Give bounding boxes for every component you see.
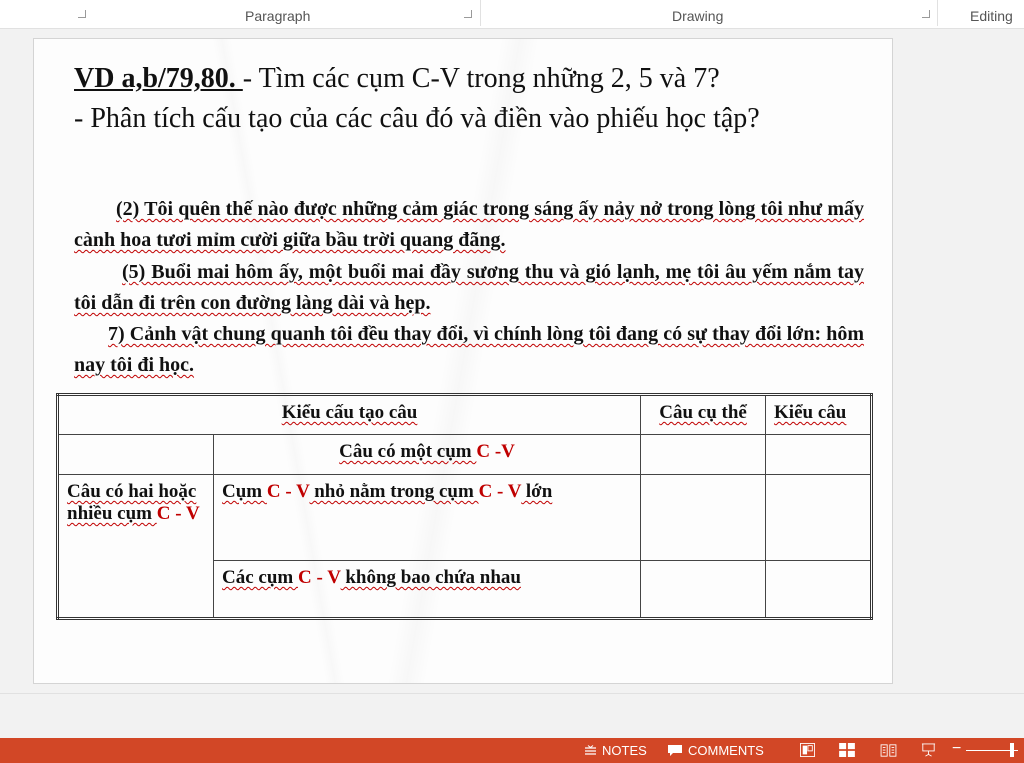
- reading-view-icon[interactable]: [879, 743, 898, 757]
- ribbon-separator: [937, 0, 938, 26]
- row3-pre: Các cụm: [222, 567, 298, 588]
- comments-button[interactable]: [667, 743, 764, 758]
- slideshow-icon[interactable]: [920, 743, 937, 757]
- paragraph-dialog-launcher-icon[interactable]: [464, 10, 472, 18]
- ribbon-separator: [480, 0, 481, 26]
- table-header-cell[interactable]: [641, 395, 766, 435]
- row1-label: Câu có một cụm: [339, 441, 477, 462]
- notes-area-gap: [0, 693, 1024, 739]
- table-cell[interactable]: [766, 561, 872, 619]
- row3-post: không bao chứa nhau: [340, 567, 521, 588]
- zoom-slider-thumb[interactable]: [1010, 743, 1014, 757]
- row2-mid: nhỏ nằm trong cụm: [309, 481, 479, 502]
- row1-cv: C -V: [476, 441, 515, 462]
- ribbon-group-labels: [0, 0, 1024, 29]
- table-row: [58, 475, 872, 561]
- row3-cv: C - V: [297, 567, 341, 588]
- dialog-launcher-icon[interactable]: [78, 10, 86, 18]
- ribbon-group-drawing: Drawing: [672, 8, 724, 24]
- comments-icon: [667, 744, 683, 757]
- table-cell[interactable]: [58, 435, 214, 475]
- drawing-dialog-launcher-icon[interactable]: [922, 10, 930, 18]
- header-structure: Kiểu cấu tạo câu: [281, 402, 418, 423]
- ribbon-group-editing: Editing: [970, 8, 1013, 24]
- notes-icon: [584, 745, 597, 757]
- table-cell[interactable]: [766, 475, 872, 561]
- table-header-cell[interactable]: [58, 395, 641, 435]
- group-cv: C - V: [156, 503, 200, 524]
- normal-view-icon[interactable]: [799, 743, 816, 757]
- sentence-5[interactable]: [74, 257, 864, 319]
- row2-cv2: C - V: [478, 481, 522, 502]
- row2-cv1: C - V: [266, 481, 310, 502]
- slide-sorter-icon[interactable]: [838, 743, 856, 757]
- sentence-5-text: (5) Buổi mai hôm ấy, một buổi mai đầy sương thu và gió lạnh, mẹ tôi âu yếm nắm tay tôi dẫn đi trên con đường làng dài và hẹp.: [74, 261, 864, 314]
- slide[interactable]: [33, 38, 893, 684]
- sentence-7-text: 7) Cảnh vật chung quanh tôi đều thay đổi, vì chính lòng tôi đang có sự thay đổi lớn: hôm nay tôi đi học.: [74, 323, 864, 376]
- status-bar: [0, 738, 1024, 763]
- slide-title[interactable]: [74, 59, 864, 139]
- sentence-7[interactable]: [74, 319, 864, 381]
- table-cell[interactable]: [641, 561, 766, 619]
- notes-button[interactable]: [584, 743, 647, 758]
- worksheet-table[interactable]: [56, 393, 873, 620]
- table-cell[interactable]: [214, 561, 641, 619]
- ribbon-group-paragraph: Paragraph: [245, 8, 311, 24]
- title-reference: VD a,b/79,80.: [74, 63, 243, 94]
- table-header-cell[interactable]: [766, 395, 872, 435]
- editing-canvas: [0, 29, 1024, 693]
- title-line-2: - Phân tích cấu tạo của các câu đó và điền vào phiếu học tập?: [74, 103, 760, 134]
- table-cell[interactable]: [641, 435, 766, 475]
- table-row: [58, 435, 872, 475]
- row2-pre: Cụm: [222, 481, 267, 502]
- table-cell[interactable]: [766, 435, 872, 475]
- table-cell[interactable]: [214, 435, 641, 475]
- table-cell[interactable]: [214, 475, 641, 561]
- row2-post: lớn: [521, 481, 553, 502]
- title-question: - Tìm các cụm C-V trong những 2, 5 và 7?: [242, 63, 720, 94]
- sentence-2[interactable]: [74, 194, 864, 256]
- group-label: Câu có hai hoặc nhiều cụm: [67, 481, 197, 524]
- notes-label: NOTES: [602, 743, 647, 758]
- comments-label: COMMENTS: [688, 743, 764, 758]
- header-type: Kiểu câu: [774, 402, 847, 423]
- table-row: [58, 395, 872, 435]
- table-group-cell[interactable]: [58, 475, 214, 619]
- zoom-out-icon[interactable]: −: [952, 740, 962, 757]
- sentence-2-text: (2) Tôi quên thế nào được những cảm giác trong sáng ấy nảy nở trong lòng tôi như mấy cành hoa tươi mỉm cười giữa bầu trời quang đãng.: [74, 198, 864, 251]
- header-example: Câu cụ thể: [659, 402, 747, 423]
- table-cell[interactable]: [641, 475, 766, 561]
